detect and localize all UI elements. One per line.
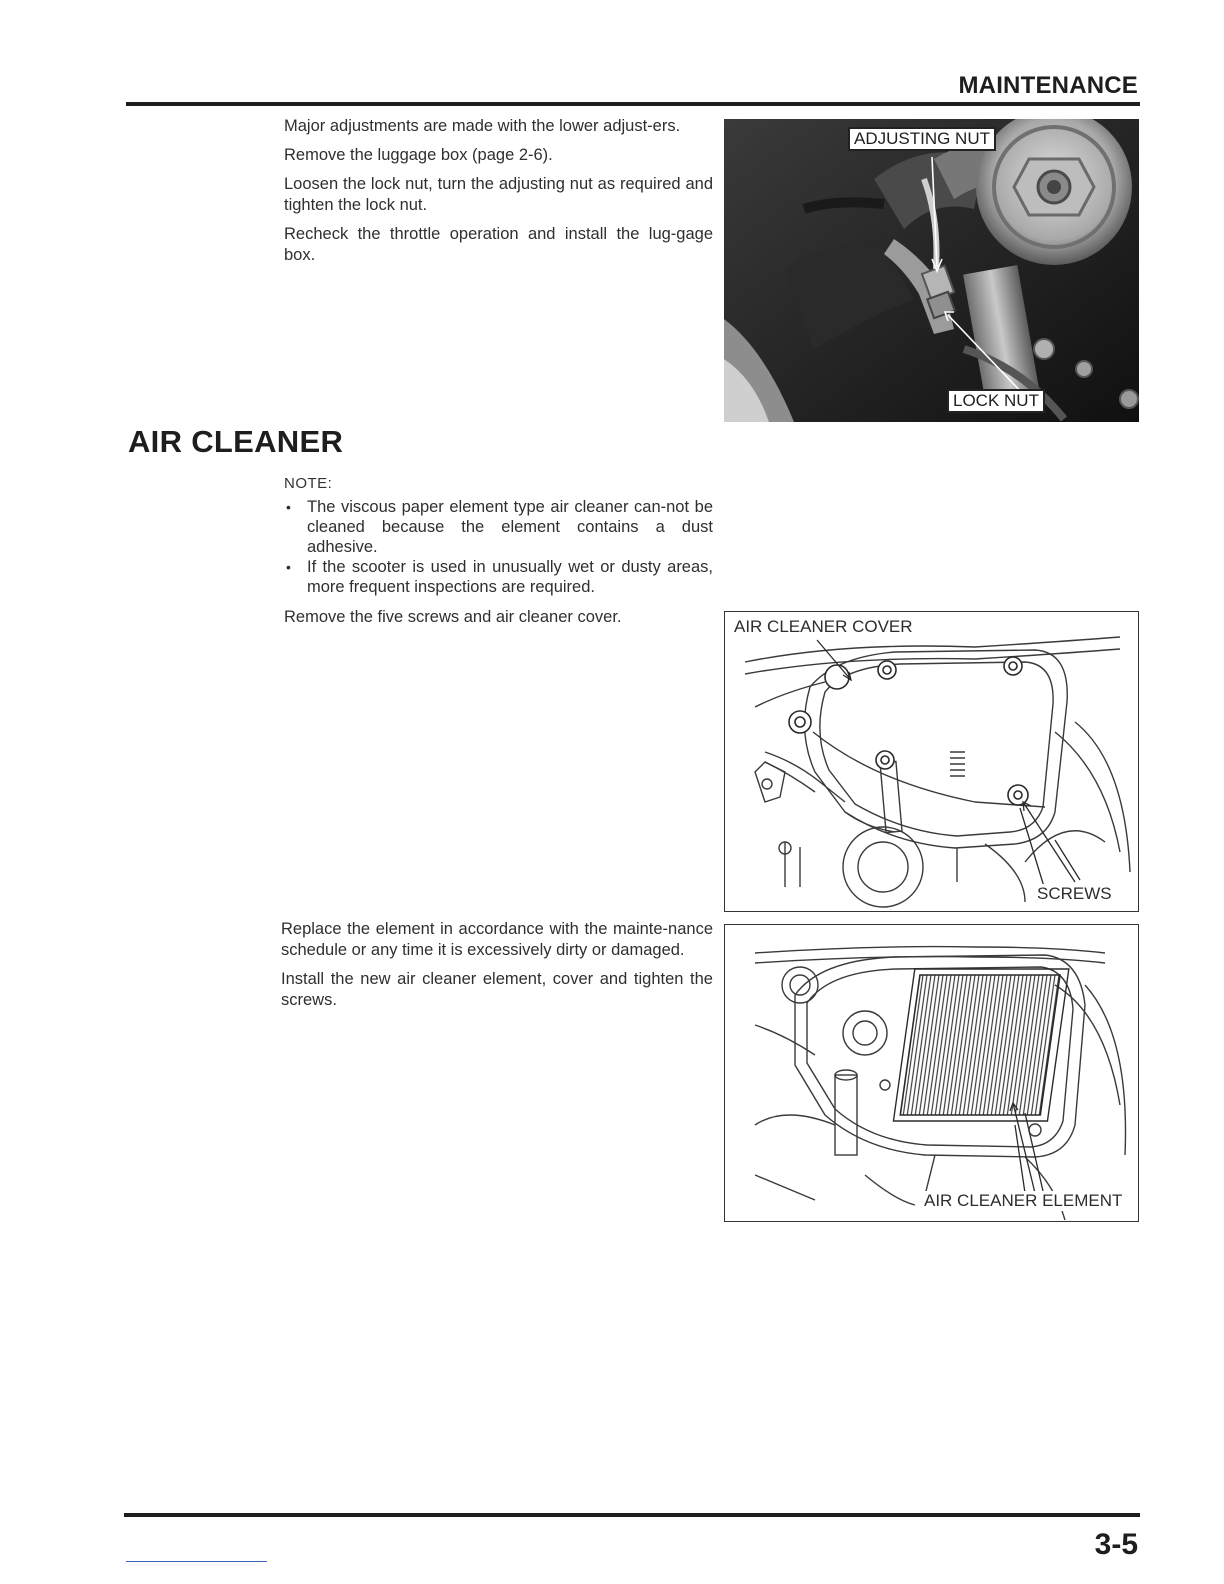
remove-step-block <box>284 607 713 636</box>
paragraph: Remove the luggage box (page 2-6). <box>284 146 553 164</box>
throttle-text-block <box>284 116 713 274</box>
header-rule <box>126 102 1140 106</box>
cover-line-art <box>725 612 1137 910</box>
paragraph: Loosen the lock nut, turn the adjusting nut as required and tighten the lock nut. <box>284 175 713 214</box>
paragraph: Replace the element in accordance with the mainte-nance schedule or any time it is excessively dirty or damaged. <box>281 920 713 959</box>
screws-label: SCREWS <box>1037 884 1112 903</box>
footer-rule <box>124 1513 1140 1517</box>
page-number: 3-5 <box>1094 1528 1138 1561</box>
throttle-cable-photo <box>724 119 1139 422</box>
adjusting-nut-label: ADJUSTING NUT <box>848 127 996 151</box>
lock-nut-label: LOCK NUT <box>947 389 1045 413</box>
note-label: NOTE: <box>284 475 333 492</box>
paragraph: Remove the five screws and air cleaner cover. <box>284 608 622 626</box>
footer-link-underline[interactable] <box>126 1561 267 1562</box>
paragraph: Recheck the throttle operation and install the lug-gage box. <box>284 225 713 264</box>
air-cleaner-cover-label: AIR CLEANER COVER <box>734 617 916 637</box>
element-line-art <box>725 925 1137 1220</box>
air-cleaner-element-drawing <box>724 924 1139 1222</box>
throttle-photo-illustration <box>724 119 1139 422</box>
running-header: MAINTENANCE <box>958 72 1138 99</box>
note-list <box>284 497 713 597</box>
section-heading: AIR CLEANER <box>128 424 344 459</box>
paragraph: Major adjustments are made with the lower adjust-ers. <box>284 117 681 135</box>
list-item: • If the scooter is used in unusually wet or dusty areas, more frequent inspections are required. <box>284 557 713 597</box>
paragraph: Install the new air cleaner element, cover and tighten the screws. <box>281 970 713 1009</box>
replace-steps-block <box>281 919 713 1019</box>
air-cleaner-cover-drawing <box>724 611 1139 912</box>
air-cleaner-element-label: AIR CLEANER ELEMENT <box>924 1191 1123 1210</box>
list-item: • The viscous paper element type air cleaner can-not be cleaned because the element contains a dust adhesive. <box>284 497 713 557</box>
